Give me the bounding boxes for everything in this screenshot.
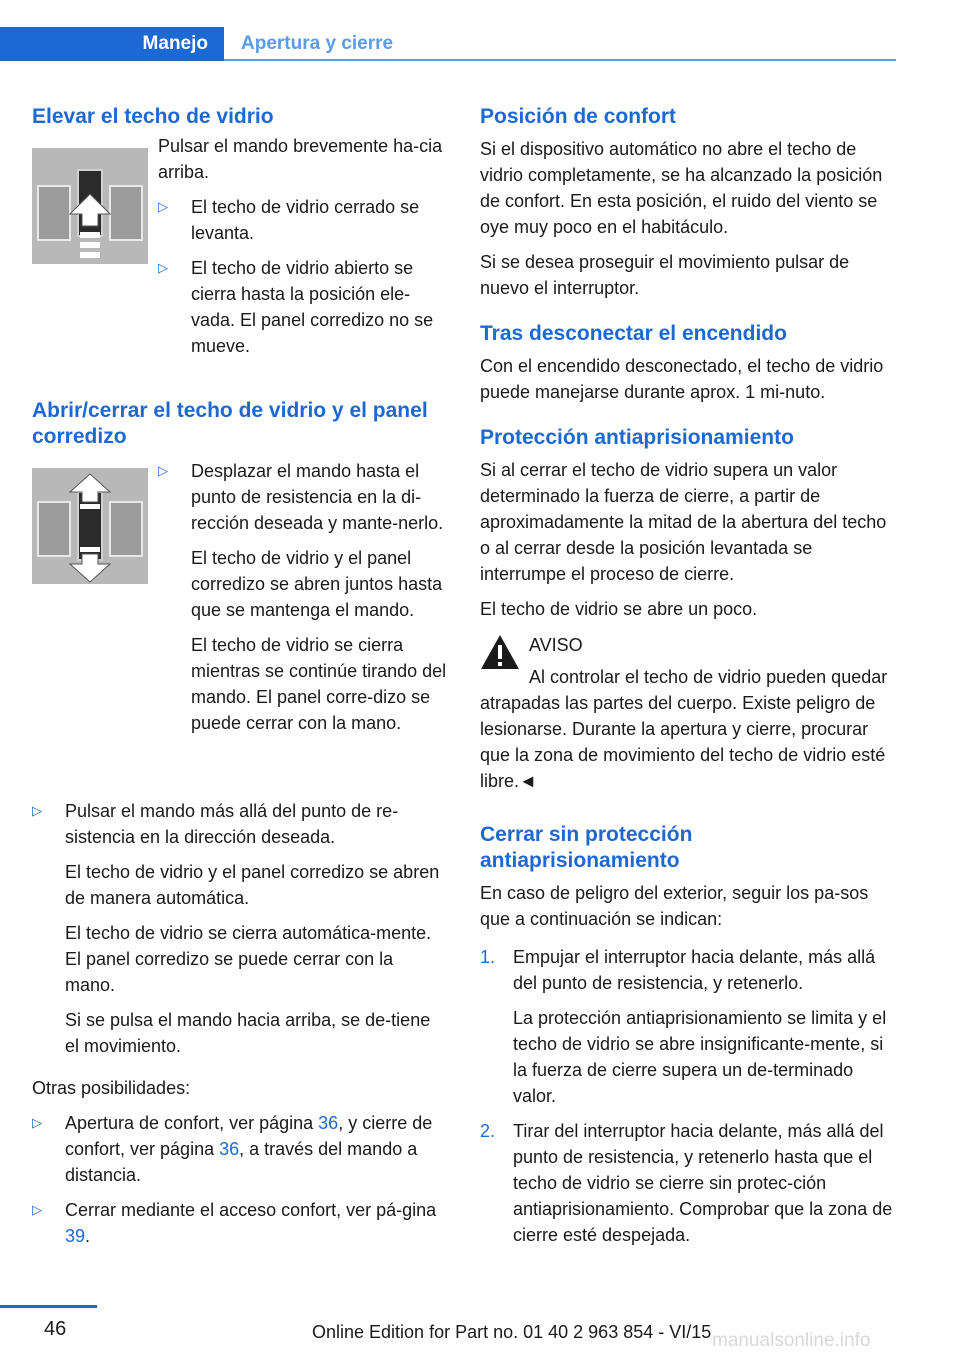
- bullet-marker-icon: ▷: [32, 1115, 42, 1130]
- warning-title: AVISO: [529, 635, 583, 655]
- section-title-posicion-confort: Posición de confort: [480, 105, 677, 128]
- list-item: ▷ Pulsar el mando más allá del punto de re-sistencia en la dirección deseada. El techo de vidrio y el panel corredizo se abren de manera automática. El techo de vidrio se cierra automática-mente. El panel corredizo se puede cerrar con la mano. Si se pulsa el mando hacia arriba, se de-tiene el movimiento.: [32, 798, 448, 1059]
- list-item: 1. Empujar el interruptor hacia delante, más allá del punto de resistencia, y retenerlo. La protección antiaprisionamiento se limita y el techo de vidrio se abre insignificante-mente, si la fuerza de cierre supera un de-terminado valor.: [480, 947, 887, 1106]
- list-item: ▷ Desplazar el mando hasta el punto de resistencia en la di-rección deseada y mante-nerlo. El techo de vidrio y el panel corredizo se abren juntos hasta que se mantenga el mando. El techo de vidrio se cierra mientras se continúe tirando del mando. El panel corre-dizo se puede cerrar con la mano.: [158, 458, 450, 736]
- elevar-intro: Pulsar el mando brevemente ha-cia arriba.: [158, 136, 443, 182]
- list-item: ▷ Cerrar mediante el acceso confort, ver pá-gina 39.: [32, 1197, 448, 1249]
- page-link-36[interactable]: 36: [318, 1113, 339, 1133]
- bullet-marker-icon: ▷: [32, 1202, 42, 1217]
- bullet-marker-icon: ▷: [32, 803, 42, 818]
- warning-box: [480, 632, 896, 794]
- page-number: 46: [44, 1318, 67, 1340]
- list-item: ▷ El techo de vidrio abierto se cierra hasta la posición ele-vada. El panel corredizo no se mueve.: [158, 255, 450, 359]
- left-column: [32, 100, 448, 1249]
- header-tab-apertura: [224, 27, 896, 61]
- section-title-cerrar-sin: Cerrar sin protección antiaprisionamiento: [480, 823, 693, 872]
- section-title-tras-desconectar: Tras desconectar el encendido: [480, 322, 787, 345]
- page-link-39[interactable]: 39: [65, 1226, 86, 1246]
- edition-text: Online Edition for Part no. 01 40 2 963 854 - VI/15: [312, 1322, 712, 1342]
- list-item: ▷ El techo de vidrio cerrado se levanta.: [158, 194, 450, 246]
- roof-switch-up-illustration: [32, 148, 148, 264]
- otras-posibilidades: Otras posibilidades:: [32, 1078, 191, 1098]
- right-column: Posición de confort Si el dispositivo automático no abre el techo de vidrio completamente, se ha alcanzado la posición de confort. En esta posición, el ruido del viento se oye muy poco en el habitáculo. Si se desea proseguir el movimiento pulsar de nuevo el interruptor. Tras desconectar el encendido Con el encendido desconectado, el techo de vidrio puede manejarse durante aprox. 1 mi-nuto. Protección antiaprisionamiento Si al cerrar el techo de vidrio supera un valor determinado la fuerza de cierre, a partir de aproximadamente la mitad de la abertura del techo o al cerrar desde la posición levantada se interrumpe el proceso de cierre. El techo de vidrio se abre un poco. AVISO Al controlar el techo de vidrio pueden quedar atrapadas las partes del cuerpo. Existe peligro de lesionarse. Durante la apertura y cierre, procurar que la zona de movimiento del techo de vidrio esté libre.◄ Cerrar sin protección antiaprisionamiento En caso de peligro del exterior, seguir los pa-sos que a continuación se indican: 1. Empujar el interruptor hacia delante, más allá del punto de resistencia, y retenerlo. La protección antiaprisionamiento se limita y el techo de vidrio se abre insignificante-mente, si la fuerza de cierre supera un de-terminado valor. 2. Tirar del interruptor hacia delante, más allá del punto de resistencia, y retenerlo hasta que el techo de vidrio se cierre sin protec-ción antiaprisionamiento. Comprobar que la zona de cierre esté despejada.: [480, 100, 896, 1248]
- footer-rule: [0, 1305, 97, 1308]
- roof-switch-updown-illustration: [32, 468, 148, 584]
- header-tab-manejo-label: Manejo: [142, 33, 208, 54]
- bullet-marker-icon: ▷: [158, 199, 168, 214]
- bullet-marker-icon: ▷: [158, 260, 168, 275]
- bullet-marker-icon: ▷: [158, 463, 168, 478]
- warning-text: Al controlar el techo de vidrio pueden quedar atrapadas las partes del cuerpo. Existe peligro de lesionarse. Durante la apertura y cierre, procurar que la zona de movimiento del techo de vidrio esté libre.◄: [480, 667, 888, 791]
- list-item: ▷ Apertura de confort, ver página 36, y cierre de confort, ver página 36, a través del mando a distancia.: [32, 1110, 448, 1188]
- header-tab-apertura-label: Apertura y cierre: [241, 33, 394, 54]
- page-link-36[interactable]: 36: [219, 1139, 240, 1159]
- section-title-elevar: Elevar el techo de vidrio: [32, 105, 274, 128]
- list-item: 2. Tirar del interruptor hacia delante, más allá del punto de resistencia, y retenerlo hasta que el techo de vidrio se cierre sin protec-ción antiaprisionamiento. Comprobar que la zona de cierre esté despejada.: [480, 1121, 893, 1245]
- header-tab-manejo: [0, 27, 224, 61]
- warning-triangle-icon: [480, 634, 520, 670]
- section-title-abrir-cerrar: Abrir/cerrar el techo de vidrio y el panel corredizo: [32, 399, 428, 448]
- section-title-proteccion: Protección antiaprisionamiento: [480, 426, 794, 449]
- watermark: manualsonline.info: [712, 1330, 871, 1351]
